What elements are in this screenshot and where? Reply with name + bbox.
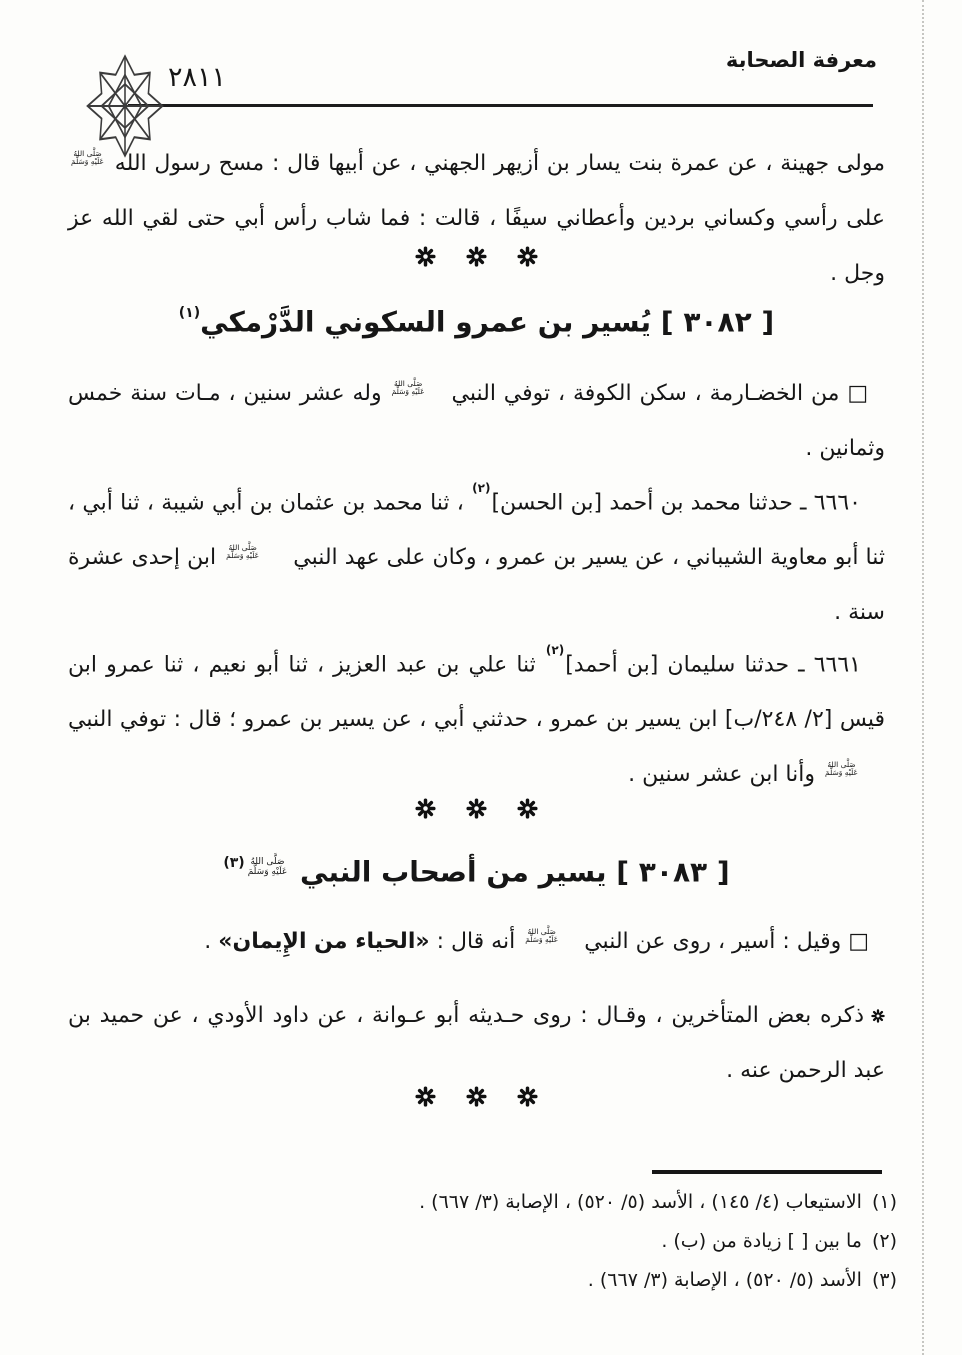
hadith-quote: «الحياء من الإِيمان» — [218, 929, 430, 954]
footnote-marker: (٢) — [871, 1230, 897, 1252]
saw-honorific-icon: صَلَّى اللهُ عَلَيْهِ وَسَلَّمَ — [226, 542, 260, 561]
footnote-separator-rule — [652, 1170, 882, 1174]
rosette-icon — [517, 798, 538, 819]
entry-heading-3082 — [68, 292, 885, 347]
footnote-text: الأسد (٥/ ٥٢٠) ، الإصابة (٣/ ٦٦٧) . — [587, 1269, 862, 1291]
entry-3082-bio — [68, 366, 885, 476]
hadith-6660 — [68, 470, 885, 640]
saw-honorific-icon: صَلَّى اللهُ عَلَيْهِ وَسَلَّمَ — [525, 926, 559, 944]
section-separator — [68, 1086, 885, 1107]
saw-honorific-icon: صَلَّى اللهُ عَلَيْهِ وَسَلَّمَ — [824, 759, 858, 778]
scan-artifact-line — [922, 0, 924, 1355]
page-number: ٢٨١١ — [168, 62, 227, 93]
bio-text-before: □ وقيل : أسير ، روى عن النبي — [577, 929, 869, 954]
intro-text-before: مولى جهينة ، عن عمرة بنت يسار بن أزيهر الجهني ، عن أبيها قال : مسح رسول الله — [107, 151, 885, 176]
rosette-icon — [415, 1086, 436, 1107]
intro-paragraph — [68, 136, 885, 301]
footnote-text: ما بين [ ] زيادة من (ب) . — [661, 1230, 862, 1252]
footnote-marker: (٣) — [871, 1269, 897, 1291]
header-rule — [128, 104, 873, 107]
hadith-opening: ٦٦٦١ ـ حدثنا سليمان [بن أحمد] — [565, 652, 861, 678]
hadith-closing: ابن إحدى عشرة سنة . — [68, 545, 885, 626]
footnote-ref: (٣) — [223, 855, 245, 871]
saw-honorific-icon: صَلَّى اللهُ عَلَيْهِ وَسَلَّمَ — [391, 378, 425, 396]
bio-text-middle: أنه قال : — [429, 929, 523, 954]
footnotes — [68, 1183, 897, 1300]
bio-text-after: . — [204, 929, 219, 954]
hadith-6661 — [68, 632, 885, 802]
footnote-ref: (٢) — [545, 643, 565, 657]
footnote-item — [68, 1261, 897, 1300]
entry-3083-bio — [68, 914, 885, 969]
footnote-marker: (١) — [871, 1191, 897, 1213]
entry-number: [ ٣٠٨٣ ] — [616, 855, 730, 889]
hadith-middle: ثنا علي بن عبد العزيز ، ثنا أبو نعيم ، ثنا عمرو ابن قيس [٢/ ٢٤٨/ب] ابن يسير بن عمرو ، حدثني أبي ، عن يسير بن عمرو ؛ قال : توفي النبي — [68, 652, 886, 733]
rosette-icon — [517, 1086, 538, 1107]
bio-text-after: وله عشر سنين ، مـات سنة خمس وثمانين . — [68, 381, 885, 461]
footnote-text: الاستيعاب (٤/ ١٤٥) ، الأسد (٥/ ٥٢٠) ، الإصابة (٣/ ٦٦٧) . — [419, 1191, 862, 1213]
entry-name: يسير من أصحاب النبي — [290, 855, 607, 889]
footnote-item — [68, 1222, 897, 1261]
hadith-opening: ٦٦٦٠ ـ حدثنا محمد بن أحمد [بن الحسن] — [491, 490, 861, 516]
rosette-icon — [871, 1009, 885, 1023]
section-separator — [68, 798, 885, 819]
hadith-middle: ، ثنا محمد بن عثمان بن أبي شيبة ، ثنا أبي ، ثنا أبو معاوية الشيباني ، عن يسير بن عمرو ، وكان على عهد النبي — [68, 490, 885, 571]
rosette-icon — [466, 798, 487, 819]
comment-text: ذكره بعض المتأخرين ، وقـال : روى حـديثه أبو عـوانة ، عن داود الأودي ، عن حميد بن عبد الرحمن عنه . — [68, 1003, 885, 1083]
hadith-closing: وأنا ابن عشر سنين . — [628, 762, 822, 788]
book-title: معرفة الصحابة — [725, 48, 877, 72]
rosette-icon — [415, 246, 436, 267]
footnote-ref: (٢) — [472, 481, 491, 495]
rosette-icon — [466, 246, 487, 267]
intro-text-after: على رأسي وكساني بردين وأعطاني سيفًا ، قالت : فما شاب رأس أبي حتى لقي الله عز وجل . — [68, 206, 885, 286]
footnote-ref: (١) — [178, 305, 201, 321]
saw-honorific-icon: صَلَّى اللهُ عَلَيْهِ وَسَلَّمَ — [247, 857, 288, 878]
rosette-icon — [517, 246, 538, 267]
footnote-item — [68, 1183, 897, 1222]
entry-name: يُسير بن عمرو السكوني الدَّرْمكي — [200, 305, 652, 339]
entry-heading-3083 — [68, 842, 885, 897]
rosette-icon — [415, 798, 436, 819]
author-comment — [68, 988, 885, 1098]
entry-number: [ ٣٠٨٢ ] — [660, 305, 775, 339]
saw-honorific-icon: صَلَّى اللهُ عَلَيْهِ وَسَلَّمَ — [71, 148, 105, 166]
bio-text-before: □ من الخضـارمة ، سكن الكوفة ، توفي النبي — [443, 381, 869, 406]
section-separator — [68, 246, 885, 267]
rosette-icon — [466, 1086, 487, 1107]
